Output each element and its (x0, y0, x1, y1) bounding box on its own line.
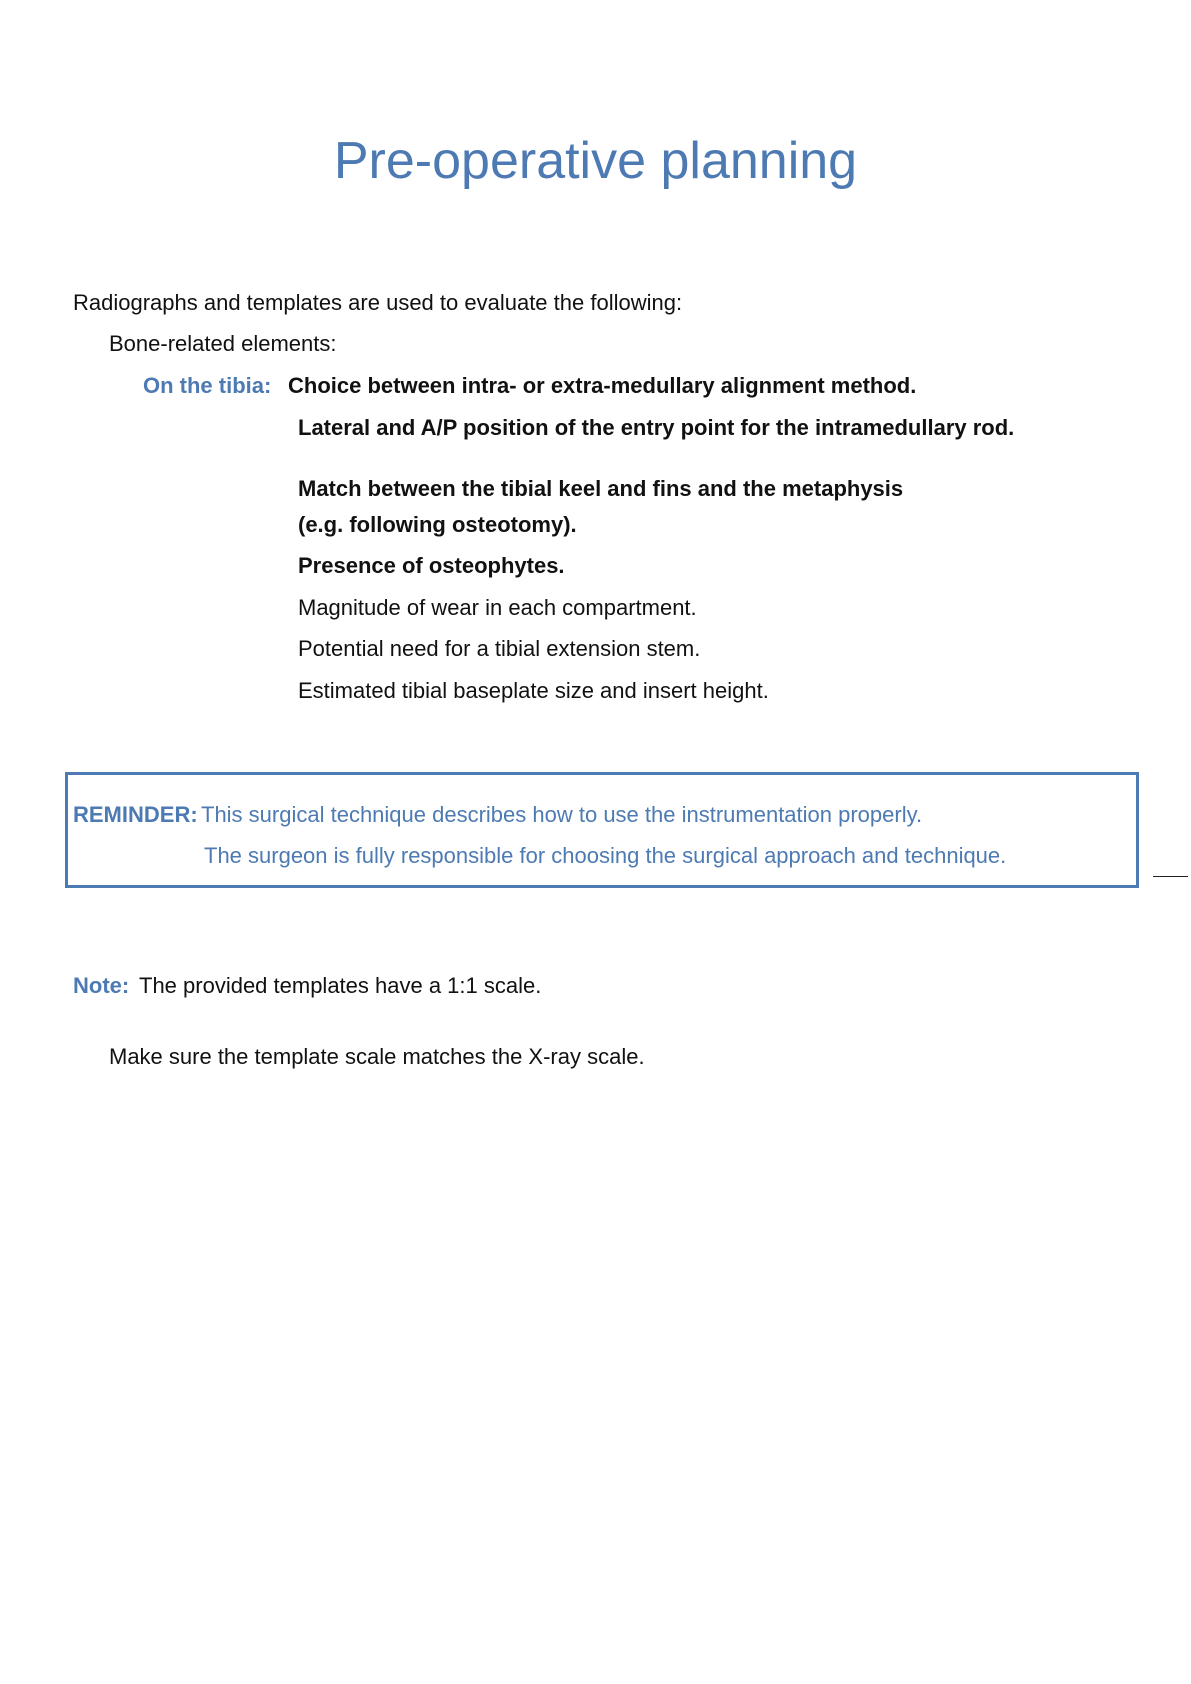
page-title: Pre-operative planning (333, 132, 858, 190)
note-label: Note: (73, 973, 130, 998)
tibia-item: Estimated tibial baseplate size and insert height. (298, 678, 769, 703)
reminder-line-1: This surgical technique describes how to use the instrumentation properly. (201, 802, 923, 827)
intro-text: Radiographs and templates are used to evaluate the following: (73, 290, 683, 315)
margin-rule (1153, 876, 1188, 877)
tibia-item: Choice between intra- or extra-medullary alignment method. (288, 373, 917, 398)
bone-heading: Bone-related elements: (109, 331, 337, 356)
tibia-label: On the tibia: (143, 373, 272, 398)
tibia-item: (e.g. following osteotomy). (298, 512, 577, 537)
tibia-item: Potential need for a tibial extension stem. (298, 636, 701, 661)
tibia-item: Presence of osteophytes. (298, 553, 565, 578)
tibia-item: Match between the tibial keel and fins and the metaphysis (298, 476, 904, 501)
tibia-item: Magnitude of wear in each compartment. (298, 595, 697, 620)
reminder-line-2: The surgeon is fully responsible for choosing the surgical approach and technique. (204, 843, 1007, 868)
reminder-box (65, 772, 1139, 888)
reminder-label: REMINDER: (73, 802, 198, 827)
tibia-item: Lateral and A/P position of the entry point for the intramedullary rod. (298, 415, 1015, 440)
note-line-2: Make sure the template scale matches the X-ray scale. (109, 1044, 645, 1069)
note-text: The provided templates have a 1:1 scale. (139, 973, 542, 998)
